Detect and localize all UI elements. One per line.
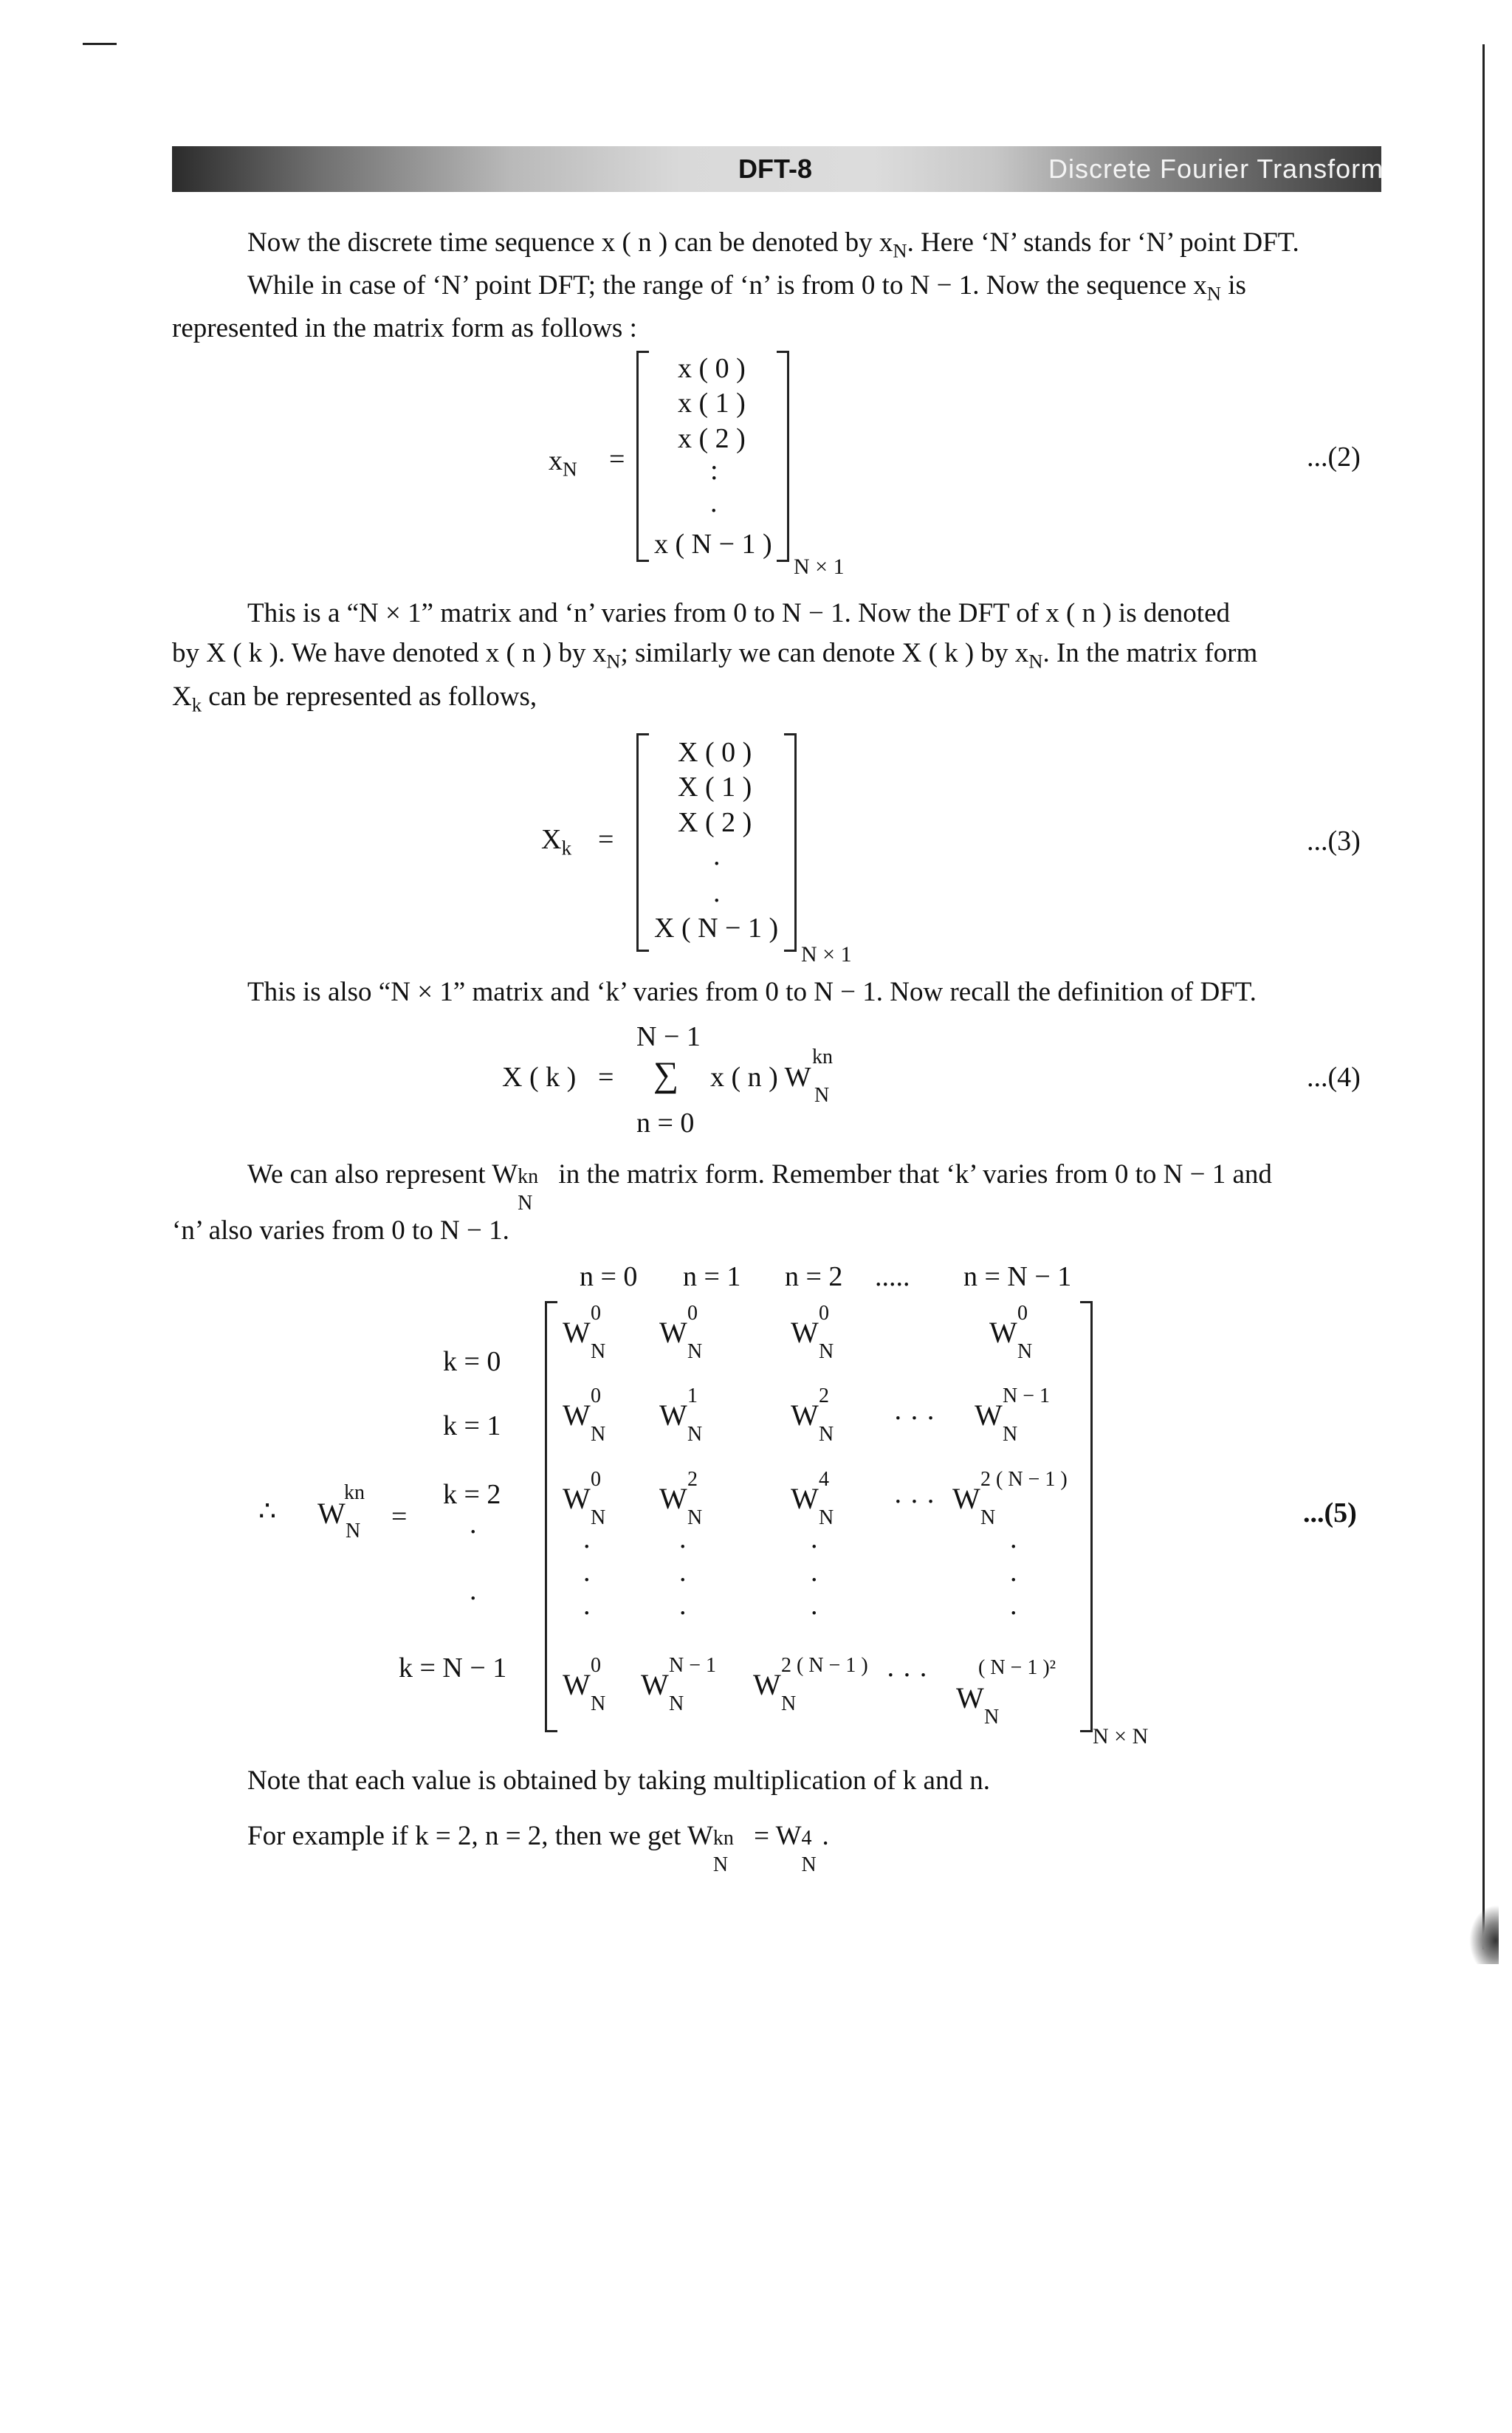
eq4-tag: ...(4) <box>1307 1062 1361 1093</box>
eq3-size: N × 1 <box>801 942 852 967</box>
para1-line2: While in case of ‘N’ point DFT; the range of ‘n’ is from 0 to N − 1. Now the sequence $x_N$ is <box>247 270 1246 305</box>
vdot-c0-a: . <box>583 1523 591 1554</box>
section-title: Discrete Fourier Transform <box>1048 154 1384 184</box>
w-sub-r1-c0: N <box>591 1423 606 1446</box>
eq5-lhs: W <box>317 1497 346 1530</box>
eq2-row-3: : <box>710 455 718 486</box>
vdot-c2-c: . <box>811 1590 818 1621</box>
w-exp-r3-c0: 0 <box>591 1654 601 1677</box>
w-entry-r3-c0: W <box>563 1668 591 1701</box>
w-sub-r2-c1: N <box>687 1506 703 1529</box>
eq2-tag: ...(2) <box>1307 442 1361 473</box>
eq4-body: x ( n ) W <box>710 1062 811 1093</box>
eq5-rowlabel-dot-1: . <box>470 1509 477 1540</box>
eq3-right-bracket <box>784 733 797 952</box>
eq3-tag: ...(3) <box>1307 826 1361 857</box>
note-line1: Note that each value is obtained by taking multiplication of k and n. <box>247 1765 990 1796</box>
w-exp-r0-c0: 0 <box>591 1302 601 1325</box>
eq5-lhs-sub: N <box>346 1520 361 1542</box>
eq5-colhead-2: n = 2 <box>785 1261 843 1292</box>
eq5-colhead-3: ..... <box>875 1261 910 1292</box>
vdot-c2-b: . <box>811 1557 818 1588</box>
eq3-row-3: . <box>713 840 721 871</box>
w-exp-r1-c3: N − 1 <box>1003 1384 1051 1407</box>
eq2-row-0: x ( 0 ) <box>678 353 746 384</box>
w-exp-r1-c2: 2 <box>819 1384 829 1407</box>
w-entry-r1-c3: W <box>975 1399 1003 1432</box>
w-sub-r3-c2: N <box>781 1692 797 1715</box>
w-entry-r3-c2: W <box>753 1668 781 1701</box>
para4-line1: We can also represent W kn N in the matrix form. Remember that ‘k’ varies from 0 to N − 1 and <box>247 1159 1272 1215</box>
eq5-left-bracket <box>545 1301 557 1732</box>
w-exp-r0-c2: 0 <box>819 1302 829 1325</box>
w-entry-r3-c1: W <box>641 1668 669 1701</box>
eq2-row-2: x ( 2 ) <box>678 423 746 454</box>
eq5-tag: ...(5) <box>1303 1497 1357 1528</box>
w-entry-r0-c1: W <box>659 1316 687 1349</box>
vdot-c3-c: . <box>1010 1590 1017 1621</box>
vdot-c3-b: . <box>1010 1557 1017 1588</box>
vdot-c0-c: . <box>583 1590 591 1621</box>
w-sub-r2-c2: N <box>819 1506 834 1529</box>
w-entry-r1-c0: W <box>563 1399 591 1432</box>
w-sub-r2-c3: N <box>980 1506 996 1529</box>
ellipsis-r1: · · · <box>893 1403 935 1434</box>
w-entry-r2-c0: W <box>563 1482 591 1515</box>
vdot-c2-a: . <box>811 1523 818 1554</box>
para1-line3: represented in the matrix form as follows : <box>172 313 637 343</box>
w-exp-r0-c3: 0 <box>1017 1302 1028 1325</box>
para2-line1: This is a “N × 1” matrix and ‘n’ varies from 0 to N − 1. Now the DFT of x ( n ) is denoted <box>247 598 1230 628</box>
para4-line2: ‘n’ also varies from 0 to N − 1. <box>172 1215 509 1246</box>
w-sub-r3-c0: N <box>591 1692 606 1715</box>
w-exp-r1-c1: 1 <box>687 1384 698 1407</box>
w-exp-r3-c3: ( N − 1 )² <box>978 1656 1056 1679</box>
eq3-row-5: X ( N − 1 ) <box>654 913 779 944</box>
eq4-lower-limit: n = 0 <box>636 1108 695 1139</box>
w-sub-r0-c1: N <box>687 1340 703 1363</box>
w-exp-r2-c2: 4 <box>819 1468 829 1491</box>
w-sub-r1-c3: N <box>1003 1423 1018 1446</box>
w-sub-r0-c2: N <box>819 1340 834 1363</box>
w-entry-r0-c2: W <box>791 1316 819 1349</box>
para2-line3: $X_k$ can be represented as follows, <box>172 682 537 716</box>
eq3-row-4: . <box>713 877 721 908</box>
eq3-row-0: X ( 0 ) <box>678 737 752 768</box>
w-sub-r0-c0: N <box>591 1340 606 1363</box>
w-exp-r3-c2: 2 ( N − 1 ) <box>781 1654 868 1677</box>
eq4-w-sup: kn <box>812 1046 833 1068</box>
w-exp-r2-c0: 0 <box>591 1468 601 1491</box>
vdot-c1-c: . <box>679 1590 687 1621</box>
eq3-row-2: X ( 2 ) <box>678 807 752 838</box>
vdot-c1-b: . <box>679 1557 687 1588</box>
eq2-equals: = <box>609 444 625 475</box>
w-sub-r3-c3: N <box>984 1706 1000 1729</box>
note-line2: For example if k = 2, n = 2, then we get W kn N = W 4 N . <box>247 1821 829 1876</box>
w-entry-r2-c1: W <box>659 1482 687 1515</box>
eq5-colhead-1: n = 1 <box>683 1261 741 1292</box>
w-sub-r2-c0: N <box>591 1506 606 1529</box>
eq5-right-bracket <box>1080 1301 1093 1732</box>
eq5-equals: = <box>391 1501 408 1532</box>
w-exp-r1-c0: 0 <box>591 1384 601 1407</box>
eq5-lhs-sup: kn <box>344 1481 365 1504</box>
eq4-w-sub: N <box>814 1084 830 1107</box>
eq2-right-bracket <box>777 351 789 562</box>
w-exp-r2-c3: 2 ( N − 1 ) <box>980 1468 1068 1491</box>
w-exp-r0-c1: 0 <box>687 1302 698 1325</box>
w-entry-r2-c3: W <box>952 1482 980 1515</box>
eq5-colhead-4: n = N − 1 <box>963 1261 1072 1292</box>
eq4-lhs: X ( k ) <box>502 1062 577 1093</box>
ellipsis-r3: · · · <box>886 1660 928 1691</box>
para1-line1: Now the discrete time sequence x ( n ) can be denoted by $x_N$. Here ‘N’ stands for ‘N’ point DFT. <box>247 227 1299 262</box>
para2-line2: by X ( k ). We have denoted x ( n ) by $x_N$; similarly we can denote X ( k ) by $x_N$. In the matrix form <box>172 638 1258 673</box>
w-entry-r3-c3: W <box>956 1681 984 1715</box>
page-label: DFT-8 <box>738 154 813 184</box>
w-sub-r1-c1: N <box>687 1423 703 1446</box>
w-entry-r0-c3: W <box>989 1316 1017 1349</box>
w-exp-r3-c1: N − 1 <box>669 1654 717 1677</box>
eq4-equals: = <box>598 1062 614 1093</box>
w-entry-r0-c0: W <box>563 1316 591 1349</box>
eq2-row-1: x ( 1 ) <box>678 388 746 419</box>
eq5-rowlabel-0: k = 0 <box>443 1346 501 1377</box>
page-edge-line <box>1482 44 1485 1949</box>
eq3-row-1: X ( 1 ) <box>678 772 752 803</box>
eq2-size: N × 1 <box>794 555 845 579</box>
eq3-lhs: $X_k$ <box>541 824 572 859</box>
w-sub-r3-c1: N <box>669 1692 684 1715</box>
eq4-sigma: ∑ <box>653 1055 679 1094</box>
eq3-left-bracket <box>636 733 649 952</box>
eq5-colhead-0: n = 0 <box>580 1261 638 1292</box>
therefore-symbol: ∴ <box>258 1496 277 1527</box>
eq5-size: N × N <box>1093 1724 1149 1749</box>
eq3-equals: = <box>598 824 614 855</box>
eq5-rowlabel-3: k = N − 1 <box>399 1653 507 1684</box>
eq2-row-5: x ( N − 1 ) <box>654 529 772 560</box>
w-entry-r2-c2: W <box>791 1482 819 1515</box>
eq2-left-bracket <box>636 351 649 562</box>
w-sub-r0-c3: N <box>1017 1340 1033 1363</box>
page-edge-shadow <box>1469 1905 1499 1964</box>
w-exp-r2-c1: 2 <box>687 1468 698 1491</box>
w-sub-r1-c2: N <box>819 1423 834 1446</box>
top-rule <box>83 43 117 45</box>
ellipsis-r2: · · · <box>893 1486 935 1517</box>
vdot-c1-a: . <box>679 1523 687 1554</box>
vdot-c0-b: . <box>583 1557 591 1588</box>
eq2-row-4: . <box>710 487 718 518</box>
vdot-c3-a: . <box>1010 1523 1017 1554</box>
w-entry-r1-c2: W <box>791 1399 819 1432</box>
eq4-upper-limit: N − 1 <box>636 1021 701 1052</box>
w-entry-r1-c1: W <box>659 1399 687 1432</box>
eq2-lhs: $x_N$ <box>549 445 577 481</box>
eq5-rowlabel-dot-2: . <box>470 1575 477 1606</box>
eq5-rowlabel-1: k = 1 <box>443 1410 501 1441</box>
para3-line1: This is also “N × 1” matrix and ‘k’ varies from 0 to N − 1. Now recall the definition of DFT. <box>247 977 1257 1007</box>
eq5-rowlabel-2: k = 2 <box>443 1479 501 1510</box>
